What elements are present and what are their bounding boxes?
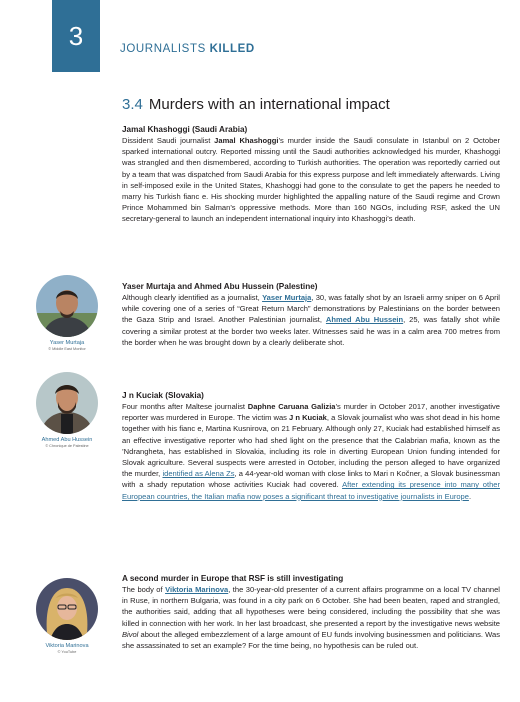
story-body — [122, 401, 500, 502]
portrait-yaser-murtaja — [35, 275, 99, 352]
story-murtaja — [122, 282, 500, 348]
chapter-number: 3 — [68, 20, 84, 51]
story-body — [122, 135, 500, 225]
chapter-number-box — [52, 0, 100, 72]
portrait-photo — [36, 275, 98, 337]
text-run: Dissident Saudi journalist — [122, 136, 215, 145]
text-run: , 25, was fatally shot while covering a similar protest at the border two weeks later. Witnesses said he was in a calm area 700 metres from the border when he was brought down by a clearly deliberate shot. — [122, 315, 500, 347]
chapter-title — [120, 43, 255, 55]
person-photo-icon — [36, 372, 98, 434]
link-yaser-murtaja[interactable] — [262, 293, 311, 302]
story-kuciak — [122, 391, 500, 502]
story-heading: Yaser Murtaja and Ahmed Abu Hussein (Palestine) — [122, 282, 318, 291]
text-run: , 30, was fatally shot by an Israeli army sniper on 6 April while covering one of a series of “Great Return March” demonstrations by Palestinians on the border between the Gaza Strip and Israel. Another Palestinian journalist, — [122, 293, 500, 325]
link-text: Yaser Murtaja — [262, 293, 312, 302]
portrait-name: Viktoria Marinova — [45, 643, 89, 649]
section-title: Murders with an international impact — [148, 96, 390, 113]
portrait-photo — [36, 578, 98, 640]
portrait-name: Ahmed Abu Hussein — [41, 437, 93, 443]
story-marinova — [122, 574, 500, 651]
bold-name: Daphne Caruana Galizia — [247, 402, 336, 411]
text-run: about the alleged embezzlement of a large amount of EU funds involving businessmen and politicians. Was she assassinated to set an example? For the time being, no hypothesis can be ruled out. — [122, 629, 500, 651]
text-run: Four months after Maltese journalist — [122, 402, 248, 411]
section-heading — [122, 96, 390, 113]
section-number: 3.4 — [122, 96, 143, 113]
italic-title: Bivol — [122, 629, 139, 639]
link-alena-zs[interactable]: identified as Alena Zs — [162, 469, 235, 479]
story-heading: A second murder in Europe that RSF is still investigating — [122, 574, 344, 583]
text-run: , a Slovak journalist who was shot dead in his home together with his fianc e, Martina Kusnirova, on 21 February. Although only 27, Kuciak had established himself as an effective investigative reporter who had shed light on the presence that the Calabrian mafia, known as the ’Ndrangheta, has established in Slovakia, including its role in diverting European Union funding intended for Slovak agriculture. Several suspects were arrested in October, including the person alleged to have organized the murder, — [122, 413, 500, 479]
text-run: Although clearly identified as a journalist, — [122, 293, 263, 302]
text-run: The body of — [122, 585, 166, 594]
portrait-credit: © Chronique de Palestine — [45, 444, 89, 448]
story-khashoggi — [122, 125, 500, 225]
link-ahmed-abu-hussein[interactable] — [326, 315, 403, 324]
person-photo-icon — [36, 578, 98, 640]
text-run: . — [468, 491, 472, 501]
person-photo-icon — [36, 275, 98, 337]
portrait-ahmed-abu-hussein — [35, 372, 99, 449]
story-heading: Jamal Khashoggi (Saudi Arabia) — [122, 125, 248, 134]
bold-name: J n Kuciak — [289, 413, 327, 423]
link-text: Ahmed Abu Hussein — [325, 315, 404, 325]
link-viktoria-marinova[interactable] — [165, 585, 228, 594]
bold-name: Jamal Khashoggi — [214, 136, 279, 145]
text-run: , the 30-year-old presenter of a current affairs programme on a local TV channel in Ruse, in northern Bulgaria, was found in a city park on 6 October. She had been beaten, raped and strangled, the authorities said, adding that all hypotheses were being considered, including the possibility that she was killed in connection with her work. In her last broadcast, she presented a report by the investigative news website — [122, 585, 500, 628]
portrait-credit: © Middle East Monitor — [48, 347, 86, 351]
text-run: ’s murder inside the Saudi consulate in Istanbul on 2 October sparked international outcry. Reported missing until the Saudi authorities acknowledged his murder, Khashoggi was strangled and then dismembered, according to Turkish authorities. The operation was reportedly carried out by a team that was dispatched from Saudi Arabia for this express purpose and left immediately afterwards. Living in self-imposed exile in the United States, Khashoggi had gone to the consulate to get the papers he needed to marry his Turkish fianc e. His shocking murder highlighted the appalling nature of the Saudi regime and Crown Prince Mohammed bin Salman’s oppressive methods. More than 160 NGOs, including RSF, asked the UN secretary-general to launch an independent international inquiry into Khashoggi’s death. — [122, 136, 500, 224]
chapter-title-bold: KILLED — [209, 43, 255, 55]
chapter-title-prefix: JOURNALISTS — [120, 43, 210, 55]
link-mafia-article[interactable]: After extending its presence into many other European countries, the Italian mafia now poses a significant threat to investigative journalists in Europe — [122, 480, 500, 501]
portrait-credit: © YouTube — [57, 650, 77, 654]
story-heading: J n Kuciak (Slovakia) — [122, 391, 204, 400]
text-run: , a 44-year-old woman with close links to Mari n Kočner, a Slovak businessman with a shady reputation whose activities Kuciak had covered. — [122, 469, 500, 490]
story-body — [122, 584, 500, 651]
portrait-name: Yaser Murtaja — [49, 340, 85, 346]
story-body — [122, 292, 500, 348]
portrait-viktoria-marinova — [35, 578, 99, 655]
link-text: Viktoria Marinova — [165, 585, 229, 594]
text-run: ’s murder in October 2017, another investigative reporter was murdered in Europe. The victim was — [122, 402, 500, 423]
portrait-photo — [36, 372, 98, 434]
